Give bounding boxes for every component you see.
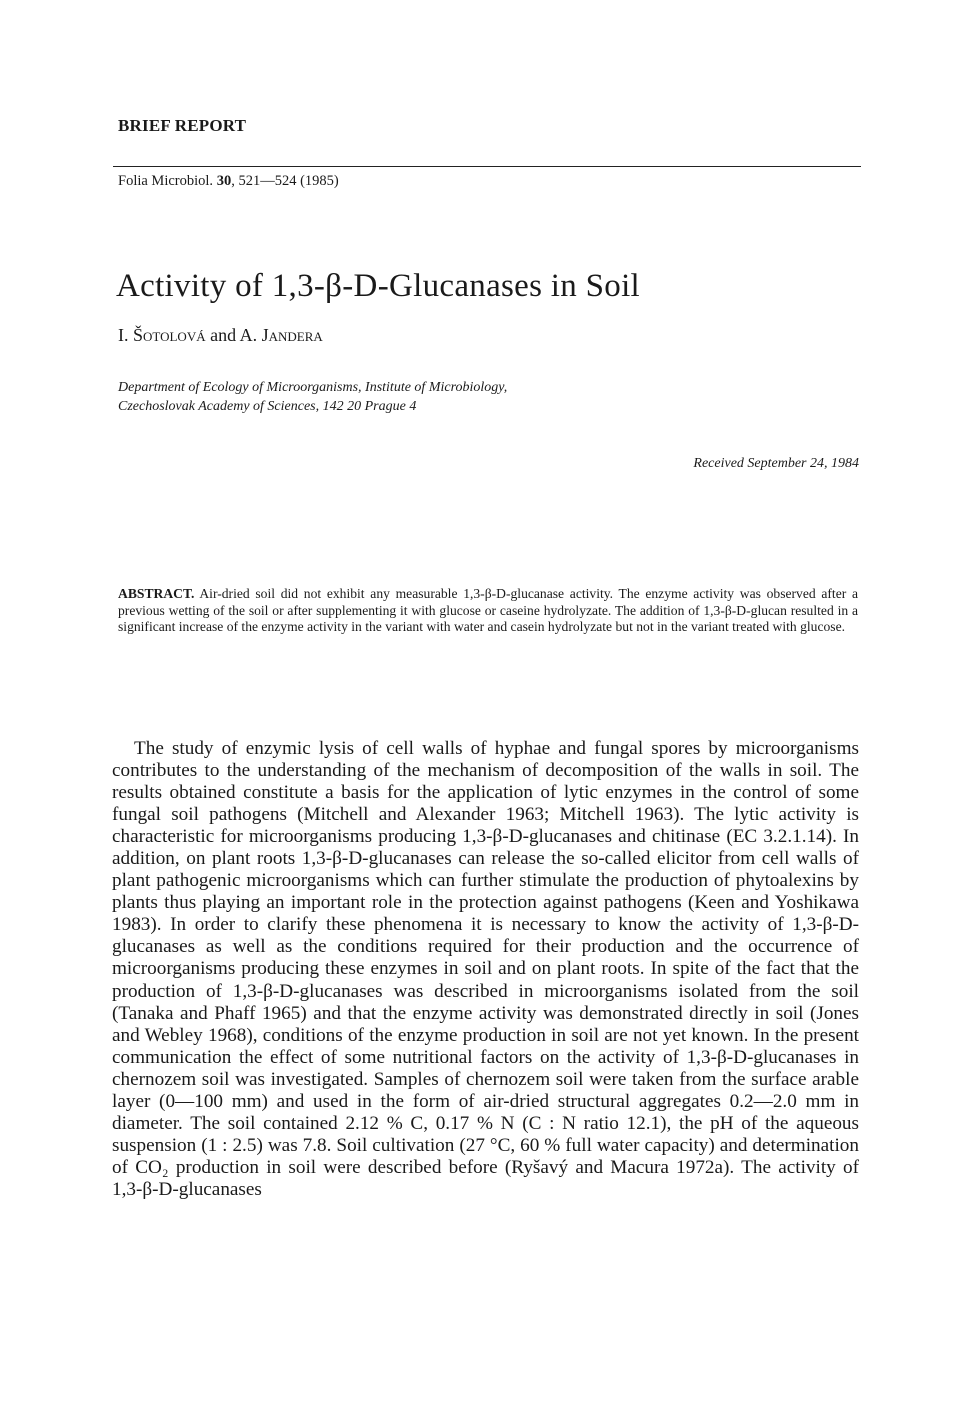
- affiliation: [118, 378, 507, 416]
- journal-volume: 30: [216, 173, 232, 189]
- abstract-text: Air-dried soil did not exhibit any measurable 1,3-β-D-glucanase activity. The enzyme activity was observed after a previous wetting of the soil or after supplementing it with glucose or caseine hydrolyzate. The addition of 1,3-β-D-glucan resulted in a significant increase of the enzyme activity in the variant with water and casein hydrolyzate but not in the variant treated with glucose.: [118, 586, 858, 635]
- abstract: [118, 586, 858, 636]
- affiliation-line-1: Department of Ecology of Microorganisms, Institute of Microbiology,: [118, 380, 508, 395]
- received-date: Received September 24, 1984: [693, 456, 859, 471]
- author-line: [118, 325, 323, 346]
- abstract-label: ABSTRACT.: [118, 586, 195, 601]
- journal-citation: [118, 173, 339, 190]
- author1-surname: Šotolová: [133, 325, 206, 345]
- journal-pages-year: , 521—524 (1985): [231, 173, 339, 189]
- author2-surname: Jandera: [261, 325, 323, 345]
- author1-initial: I.: [118, 325, 133, 345]
- affiliation-line-2: Czechoslovak Academy of Sciences, 142 20 Prague 4: [118, 399, 417, 414]
- article-title: Activity of 1,3-β-D-Glucanases in Soil: [116, 268, 641, 304]
- section-label: BRIEF REPORT: [118, 116, 247, 135]
- author-conjunction: and A.: [205, 325, 262, 345]
- journal-prefix: Folia Microbiol.: [118, 173, 217, 189]
- body-paragraph: [112, 738, 859, 1201]
- header-rule: [113, 166, 861, 167]
- body-paragraph-text: The study of enzymic lysis of cell walls of hyphae and fungal spores by microorganisms contributes to the understanding of the mechanism of decomposition of the walls in soil. The results obtained constitute a basis for the application of lytic enzymes in the control of some fungal soil pathogens (Mitchell and Alexander 1963; Mitchell 1963). The lytic activity is characteristic for microorganisms producing 1,3-β-D-glucanases and chitinase (EC 3.2.1.14). In addition, on plant roots 1,3-β-D-glucanases can release the so-called elicitor from cell walls of plant pathogenic microorganisms which can further stimulate the production of phytoalexins by plants thus playing an important role in the protection against pathogens (Keen and Yoshikawa 1983). In order to clarify these phenomena it is necessary to know the activity of 1,3-β-D-glucanases as well as the conditions required for their production and the occurrence of microorganisms producing these enzymes in soil and on plant roots. In spite of the fact that the production of 1,3-β-D-glucanases was described in microorganisms isolated from the soil (Tanaka and Phaff 1965) and that the enzyme activity was demonstrated directly in soil (Jones and Webley 1968), conditions of the enzyme production in soil are not yet known. In the present communication the effect of some nutritional factors on the activity of 1,3-β-D-glucanases in chernozem soil was investigated. Samples of chernozem soil were taken from the surface arable layer (0—100 mm) and used in the form of air-dried structural aggregates 0.2—2.0 mm in diameter. The soil contained 2.12 % C, 0.17 % N (C : N ratio 12.1), the pH of the aqueous suspension (1 : 2.5) was 7.8. Soil cultivation (27 °C, 60 % full water capacity) and determination of CO₂ production in soil were described before (Ryšavý and Macura 1972a). The activity of 1,3-β-D-glucanases: [112, 738, 859, 1200]
